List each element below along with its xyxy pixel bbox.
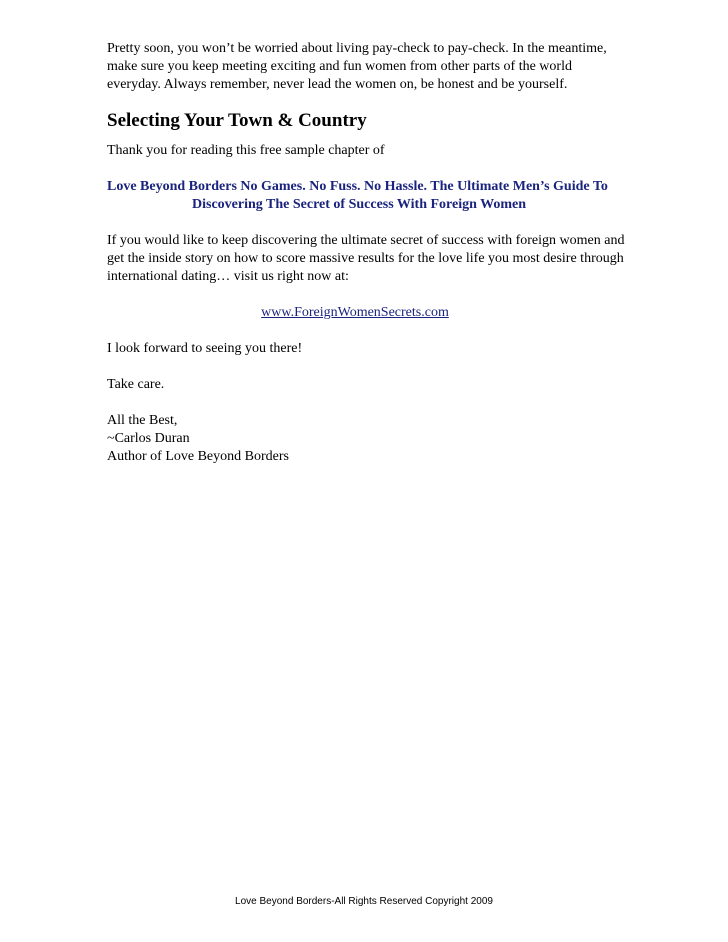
intro-paragraph: Pretty soon, you won’t be worried about living pay-check to pay-check. In the meantime, make sure you keep meeting exciting and fun women from other parts of the world everyday. Always remember, never lead the women on, be honest and be yourself.	[107, 41, 607, 92]
website-link[interactable]: www.ForeignWomenSecrets.com	[261, 305, 449, 320]
signoff-author-name: ~Carlos Duran	[107, 431, 190, 446]
invite-paragraph: If you would like to keep discovering the ultimate secret of success with foreign women and get the inside story on how to score massive results for the love life you most desire through international dating… visit us right now at:	[107, 233, 625, 284]
book-title-line1: Love Beyond Borders No Games. No Fuss. No Hassle. The Ultimate Men’s Guide To	[107, 179, 608, 194]
page-footer: Love Beyond Borders-All Rights Reserved Copyright 2009	[235, 896, 493, 907]
signoff-author-title: Author of Love Beyond Borders	[107, 449, 289, 464]
book-title-line2: Discovering The Secret of Success With Foreign Women	[192, 197, 527, 212]
section-heading: Selecting Your Town & Country	[107, 110, 367, 131]
thanks-text: Thank you for reading this free sample chapter of	[107, 143, 385, 158]
take-care-text: Take care.	[107, 377, 165, 392]
signoff-block	[107, 412, 627, 466]
page-content	[107, 40, 627, 466]
signoff-greeting: All the Best,	[107, 413, 178, 428]
website-link-container	[107, 304, 627, 322]
book-title	[107, 178, 627, 214]
forward-text: I look forward to seeing you there!	[107, 341, 303, 356]
